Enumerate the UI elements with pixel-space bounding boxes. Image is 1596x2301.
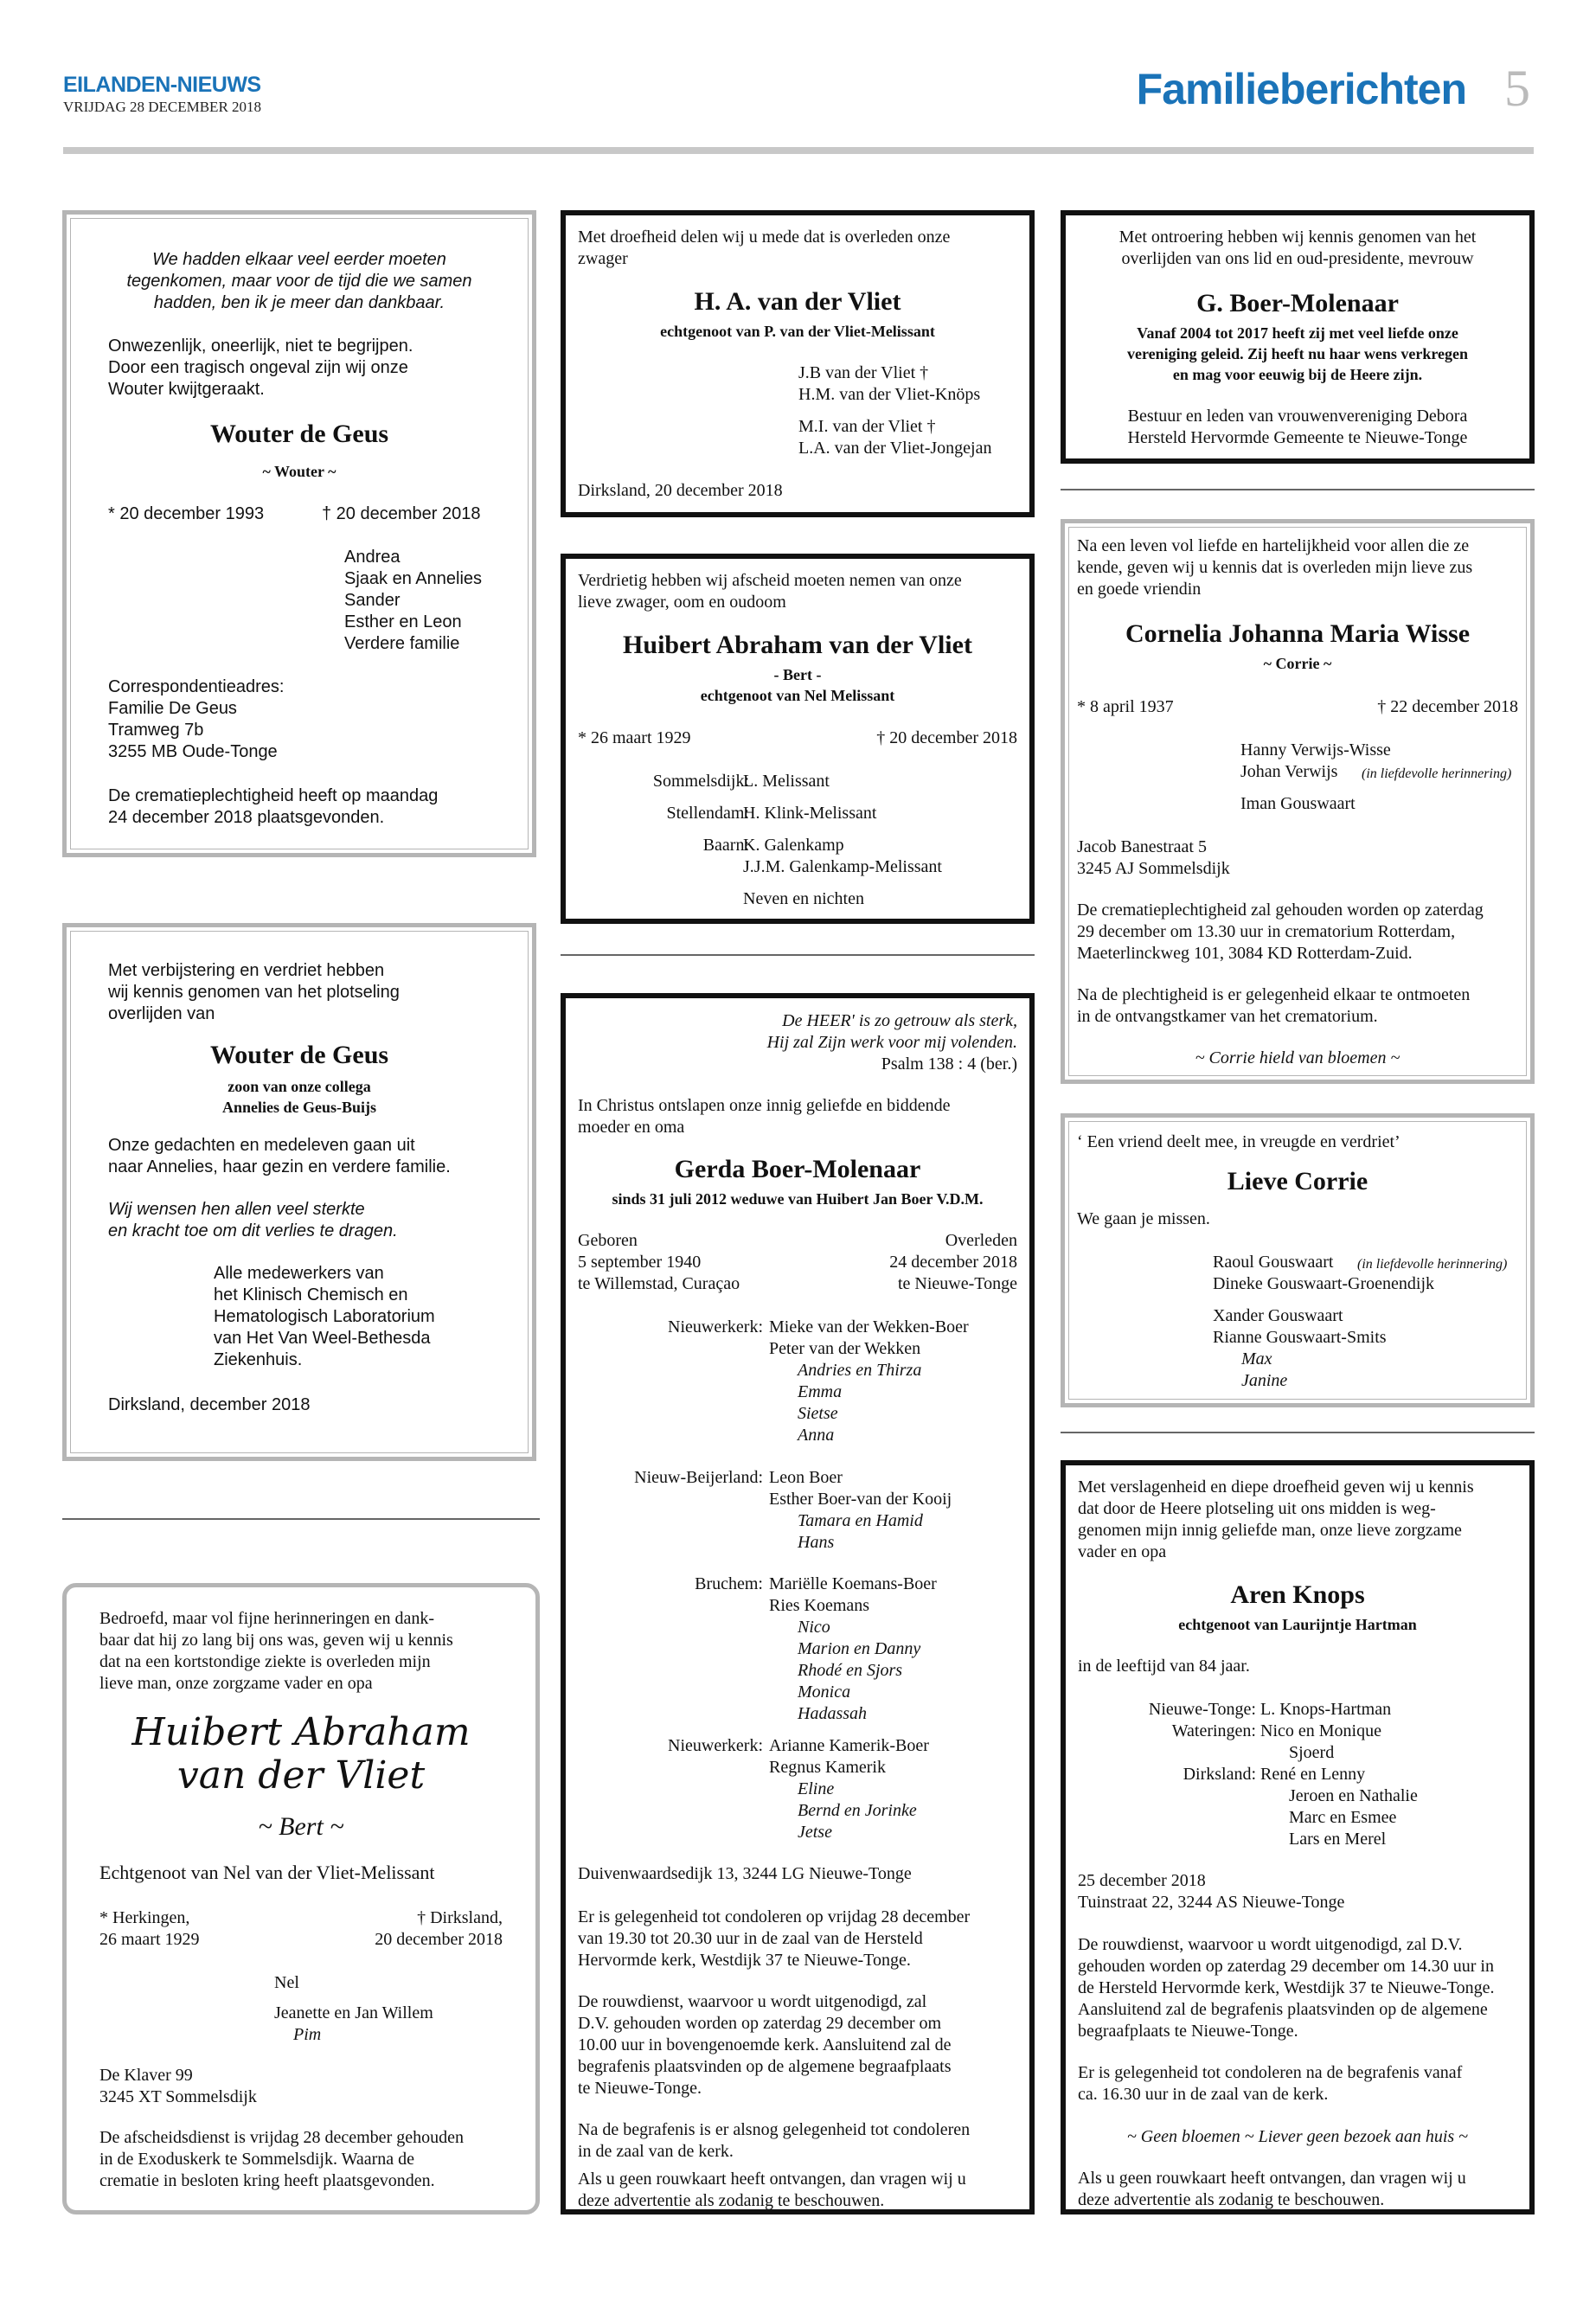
ad3-born-1: * Herkingen,: [99, 1908, 190, 1927]
ad7-text-2: vereniging geleid. Zij heeft nu haar wens verkregen: [1127, 345, 1468, 362]
ad10-service-1: De rouwdienst, waarvoor u wordt uitgenodigd, zal D.V.: [1078, 1935, 1463, 1954]
ad6-deceased-name: Gerda Boer-Molenaar: [674, 1155, 921, 1183]
ad6-service-5: te Nieuwe-Tonge.: [578, 2079, 702, 2098]
ad10-place-2: Wateringen:: [1171, 1721, 1256, 1740]
ad3-address-1: De Klaver 99: [99, 2066, 193, 2085]
ad8-service-2: 29 december om 13.30 uur in crematorium Rotterdam,: [1077, 922, 1456, 941]
ad-gerda-boer-molenaar: [561, 993, 1035, 2214]
ad10-condolence-1: Er is gelegenheid tot condoleren na de begrafenis vanaf: [1078, 2063, 1463, 2082]
ad10-intro-3: genomen mijn innig geliefde man, onze lieve zorgzame: [1078, 1521, 1462, 1540]
ad10-intro-4: vader en opa: [1078, 1542, 1167, 1561]
ad6-g3-kid-1: Nico: [798, 1618, 830, 1637]
ad7-intro-2: overlijden van ons lid en oud-presidente, mevrouw: [1121, 249, 1474, 268]
ad6-service-3: 10.00 uur in bovengenoemde kerk. Aansluitend zal de: [578, 2035, 952, 2054]
ad10-service-5: begraafplaats te Nieuwe-Tonge.: [1078, 2022, 1298, 2041]
ad6-g3-kid-2: Marion en Danny: [798, 1639, 921, 1658]
ad4-intro-1: Met droefheid delen wij u mede dat is overleden onze: [578, 228, 951, 247]
ad6-intro-1: In Christus ontslapen onze innig geliefde en biddende: [578, 1096, 951, 1115]
ad3-spouse: Echtgenoot van Nel van der Vliet-Melissant: [99, 1862, 435, 1883]
ad-aren-knops: [1061, 1460, 1535, 2214]
ad8-intro-2: kende, geven wij u kennis dat is overleden mijn lieve zus: [1077, 558, 1473, 577]
ad5-place-3: Baarn:: [702, 836, 749, 855]
ad8-meet-1: Na de plechtigheid is er gelegenheid elkaar te ontmoeten: [1077, 985, 1471, 1004]
ad1-intro-3: Wouter kwijtgeraakt.: [108, 380, 265, 399]
column-divider: [62, 1518, 540, 1520]
ad10-deceased-name: Aren Knops: [1230, 1580, 1365, 1609]
ad5-born: * 26 maart 1929: [578, 728, 691, 747]
ad10-address-1: 25 december 2018: [1078, 1871, 1206, 1890]
ad2-text-2: naar Annelies, haar gezin en verdere familie.: [108, 1157, 451, 1176]
ad8-deceased-name: Cornelia Johanna Maria Wisse: [1125, 619, 1471, 648]
ad10-service-3: de Hersteld Hervormde kerk, Westdijk 37 te Nieuwe-Tonge.: [1078, 1978, 1495, 1997]
ad4-spouse: echtgenoot van P. van der Vliet-Melissant: [660, 323, 935, 340]
section-title: Familieberichten: [1136, 65, 1466, 113]
ad1-nickname: ~ Wouter ~: [262, 463, 337, 480]
ad1-closing-2: 24 december 2018 plaatsgevonden.: [108, 808, 385, 827]
ad5-name-1: L. Melissant: [743, 772, 830, 791]
ad5-place-1: Sommelsdijk:: [652, 772, 749, 791]
ad1-intro-1: Onwezenlijk, oneerlijk, niet te begrijpen.: [108, 336, 413, 356]
ad6-g2-2: Esther Boer-van der Kooij: [769, 1490, 952, 1509]
ad6-verse-3: Psalm 138 : 4 (ber.): [881, 1054, 1017, 1074]
ad1-address-1: Correspondentieadres:: [108, 677, 285, 696]
ad10-place-1: Nieuwe-Tonge:: [1148, 1700, 1256, 1719]
ad5-name-4: J.J.M. Galenkamp-Melissant: [743, 857, 942, 876]
header-divider: [63, 147, 1534, 154]
ad10-name-5: Jeroen en Nathalie: [1289, 1786, 1418, 1805]
ad6-notice-1: Als u geen rouwkaart heeft ontvangen, dan vragen wij u: [578, 2170, 966, 2189]
ad2-sub-2: Annelies de Geus-Buijs: [221, 1099, 377, 1116]
ad-huibert-van-der-vliet-family: [62, 1583, 540, 2214]
ad2-deceased-name: Wouter de Geus: [209, 1041, 389, 1069]
ad8-meet-2: in de ontvangstkamer van het crematorium.: [1077, 1007, 1378, 1026]
ad10-closing: ~ Geen bloemen ~ Liever geen bezoek aan huis ~: [1126, 2127, 1468, 2146]
ad1-intro-2: Door een tragisch ongeval zijn wij onze: [108, 358, 408, 377]
ad1-family-1: Andrea: [344, 548, 401, 567]
ad10-name-3: Sjoerd: [1289, 1743, 1335, 1762]
ad6-g4-1: Arianne Kamerik-Boer: [769, 1736, 929, 1755]
issue-date: VRIJDAG 28 DECEMBER 2018: [63, 99, 262, 115]
ad4-deceased-name: H. A. van der Vliet: [694, 287, 901, 316]
ad9-memory: (in liefdevolle herinnering): [1357, 1257, 1508, 1272]
ad6-died-3: te Nieuwe-Tonge: [898, 1274, 1017, 1293]
ad8-intro-1: Na een leven vol liefde en hartelijkheid voor allen die ze: [1077, 536, 1470, 555]
ad1-family-5: Verdere familie: [344, 634, 460, 653]
ad9-title: Lieve Corrie: [1227, 1167, 1368, 1195]
ad8-died: † 22 december 2018: [1377, 697, 1518, 716]
ad2-sub-1: zoon van onze collega: [228, 1078, 371, 1095]
ad5-died: † 20 december 2018: [876, 728, 1017, 747]
ad8-intro-3: en goede vriendin: [1077, 580, 1202, 599]
ad2-sender-2: het Klinisch Chemisch en: [214, 1285, 408, 1304]
ad6-g2-kid-2: Hans: [798, 1533, 835, 1552]
ad8-born: * 8 april 1937: [1077, 697, 1174, 716]
ad7-text-3: en mag voor eeuwig bij de Heere zijn.: [1172, 366, 1423, 383]
ad6-g1-kid-3: Sietse: [798, 1404, 838, 1423]
ad-h-a-van-der-vliet: [561, 210, 1035, 517]
ad8-service-3: Maeterlinckweg 101, 3084 KD Rotterdam-Zuid.: [1077, 944, 1413, 963]
ad6-g3-kid-5: Hadassah: [798, 1704, 868, 1723]
ad6-verse-1: De HEER' is zo getrouw als sterk,: [782, 1011, 1017, 1030]
ad6-g2-1: Leon Boer: [769, 1468, 843, 1487]
ad5-name-2: H. Klink-Melissant: [743, 804, 877, 823]
ad1-deceased-name: Wouter de Geus: [209, 420, 389, 448]
ad6-g2-kid-1: Tamara en Hamid: [798, 1511, 923, 1530]
ad10-address-2: Tuinstraat 22, 3244 AS Nieuwe-Tonge: [1078, 1893, 1345, 1912]
ad2-intro-3: overlijden van: [108, 1004, 215, 1023]
ad6-after-2: in de zaal van de kerk.: [578, 2142, 734, 2161]
ad2-sender-1: Alle medewerkers van: [214, 1264, 384, 1283]
ad9-family-1: Raoul Gouswaart: [1213, 1253, 1334, 1272]
ad10-name-2: Nico en Monique: [1260, 1721, 1381, 1740]
ad6-widow-of: sinds 31 juli 2012 weduwe van Huibert Jan Boer V.D.M.: [612, 1190, 984, 1208]
ad10-intro-1: Met verslagenheid en diepe droefheid geven wij u kennis: [1078, 1477, 1474, 1497]
ad1-address-2: Familie De Geus: [108, 699, 237, 718]
ad6-g3-2: Ries Koemans: [769, 1596, 870, 1615]
ad2-intro-1: Met verbijstering en verdriet hebben: [108, 961, 385, 980]
ad-huibert-abraham-in-law: [561, 554, 1035, 924]
ad6-born-2: 5 september 1940: [578, 1253, 702, 1272]
ad3-name-2: van der Vliet: [176, 1753, 426, 1798]
ad6-intro-2: moeder en oma: [578, 1118, 685, 1137]
ad3-intro-2: baar dat hij zo lang bij ons was, geven wij u kennis: [99, 1631, 453, 1650]
ad1-family-3: Sander: [344, 591, 401, 610]
ad6-g1-kid-1: Andries en Thirza: [798, 1361, 922, 1380]
ad3-address-2: 3245 XT Sommelsdijk: [99, 2087, 257, 2106]
ad8-memory: (in liefdevolle herinnering): [1362, 766, 1512, 781]
ad6-born-3: te Willemstad, Curaçao: [578, 1274, 740, 1293]
ad10-name-1: L. Knops-Hartman: [1260, 1700, 1392, 1719]
ad3-intro-4: lieve man, onze zorgzame vader en opa: [99, 1674, 373, 1693]
ad1-closing-1: De crematieplechtigheid heeft op maandag: [108, 786, 439, 805]
ad6-g3-kid-3: Rhodé en Sjors: [798, 1661, 903, 1680]
ad-wouter-de-geus-family: [62, 210, 536, 857]
ad9-family-2: Dineke Gouswaart-Groenendijk: [1213, 1274, 1435, 1293]
ad10-intro-2: dat door de Heere plotseling uit ons midden is weg-: [1078, 1499, 1436, 1518]
ad2-sender-3: Hematologisch Laboratorium: [214, 1307, 435, 1326]
ad6-g3-kid-4: Monica: [798, 1682, 851, 1702]
ad3-closing-2: in de Exoduskerk te Sommelsdijk. Waarna de: [99, 2150, 415, 2169]
ad8-family-1: Hanny Verwijs-Wisse: [1240, 740, 1391, 760]
ad4-family-2: H.M. van der Vliet-Knöps: [798, 385, 981, 404]
ad5-spouse: echtgenoot van Nel Melissant: [700, 687, 895, 704]
ad2-sender-4: van Het Van Weel-Bethesda: [214, 1329, 431, 1348]
ad2-intro-2: wij kennis genomen van het plotseling: [108, 983, 400, 1002]
ad10-spouse: echtgenoot van Laurijntje Hartman: [1178, 1616, 1417, 1633]
ad1-address-4: 3255 MB Oude-Tonge: [108, 742, 278, 761]
ad6-g4-2: Regnus Kamerik: [769, 1758, 886, 1777]
ad5-deceased-name: Huibert Abraham van der Vliet: [623, 631, 972, 659]
ad6-g4-kid-2: Bernd en Jorinke: [798, 1801, 917, 1820]
ad8-nickname: ~ Corrie ~: [1263, 655, 1332, 672]
ad10-name-7: Lars en Merel: [1289, 1830, 1387, 1849]
ad6-condolence-2: van 19.30 tot 20.30 uur in de zaal van de Hersteld: [578, 1929, 923, 1948]
ad7-deceased-name: G. Boer-Molenaar: [1196, 289, 1399, 317]
column-divider: [1061, 1432, 1535, 1433]
ad10-name-4: René en Lenny: [1260, 1765, 1366, 1784]
ad3-died-1: † Dirksland,: [417, 1908, 503, 1927]
ad6-place-1: Nieuwerkerk:: [668, 1317, 763, 1336]
ad6-service-1: De rouwdienst, waarvoor u wordt uitgenodigd, zal: [578, 1992, 927, 2011]
ad4-intro-2: zwager: [578, 249, 628, 268]
ad3-intro-1: Bedroefd, maar vol fijne herinneringen en dank-: [99, 1609, 435, 1628]
ad6-service-2: D.V. gehouden worden op zaterdag 29 december om: [578, 2014, 942, 2033]
ad10-age: in de leeftijd van 84 jaar.: [1078, 1657, 1250, 1676]
ad10-condolence-2: ca. 16.30 uur in de zaal van de kerk.: [1078, 2085, 1329, 2104]
masthead-logo: EILANDEN-NIEUWS: [63, 73, 261, 97]
page-number: 5: [1504, 60, 1530, 117]
ad4-family-3: M.I. van der Vliet †: [798, 417, 936, 436]
ad8-family-2: Johan Verwijs: [1240, 762, 1338, 781]
ad7-text-1: Vanaf 2004 tot 2017 heeft zij met veel liefde onze: [1137, 324, 1458, 342]
ad10-service-4: Aansluitend zal de begrafenis plaatsvinden op de algemene: [1078, 2000, 1488, 2019]
ad9-family-4: Rianne Gouswaart-Smits: [1213, 1328, 1387, 1347]
ad9-quote: ‘ Een vriend deelt mee, in vreugde en verdriet’: [1077, 1132, 1401, 1151]
ad7-intro-1: Met ontroering hebben wij kennis genomen van het: [1118, 228, 1477, 247]
ad-vrouwenvereniging-debora: [1061, 210, 1535, 464]
ad9-family-3: Xander Gouswaart: [1213, 1306, 1343, 1325]
ad5-name-5: Neven en nichten: [743, 889, 864, 908]
ad4-family-4: L.A. van der Vliet-Jongejan: [798, 439, 992, 458]
ad5-nickname: - Bert -: [773, 666, 822, 683]
ad6-notice-2: deze advertentie als zodanig te beschouwen.: [578, 2191, 885, 2210]
ad5-name-3: K. Galenkamp: [743, 836, 844, 855]
ad4-place: Dirksland, 20 december 2018: [578, 481, 783, 500]
ad1-quote-1: We hadden elkaar veel eerder moeten: [152, 250, 446, 269]
ad2-text-1: Onze gedachten en medeleven gaan uit: [108, 1136, 415, 1155]
ad6-g4-kid-1: Eline: [798, 1779, 835, 1798]
ad8-family-3: Iman Gouswaart: [1240, 794, 1356, 813]
ad6-born-1: Geboren: [578, 1231, 638, 1250]
ad6-g4-kid-3: Jetse: [798, 1823, 832, 1842]
ad6-after-1: Na de begrafenis is er alsnog gelegenheid tot condoleren: [578, 2120, 971, 2139]
ad1-born: * 20 december 1993: [108, 504, 265, 523]
ad6-g3-1: Mariëlle Koemans-Boer: [769, 1574, 937, 1593]
ad6-place-3: Bruchem:: [695, 1574, 763, 1593]
ad6-place-2: Nieuw-Beijerland:: [634, 1468, 763, 1487]
ad6-service-4: begrafenis plaatsvinden op de algemene begraafplaats: [578, 2057, 952, 2076]
ad3-family-1: Nel: [274, 1973, 299, 1992]
ad7-sender-2: Hersteld Hervormde Gemeente te Nieuwe-Tonge: [1127, 428, 1468, 447]
ad3-intro-3: dat na een kortstondige ziekte is overleden mijn: [99, 1652, 431, 1671]
ad6-place-4: Nieuwerkerk:: [668, 1736, 763, 1755]
ad8-closing: ~ Corrie hield van bloemen ~: [1195, 1048, 1401, 1067]
ad3-born-2: 26 maart 1929: [99, 1930, 200, 1949]
column-divider: [1061, 489, 1535, 490]
ad10-notice-1: Als u geen rouwkaart heeft ontvangen, dan vragen wij u: [1078, 2169, 1466, 2188]
ad3-closing-3: crematie in besloten kring heeft plaatsgevonden.: [99, 2171, 435, 2190]
ad10-name-6: Marc en Esmee: [1289, 1808, 1397, 1827]
ad6-g1-kid-4: Anna: [798, 1426, 835, 1445]
ad8-address-2: 3245 AJ Sommelsdijk: [1077, 859, 1230, 878]
ad2-wish-1: Wij wensen hen allen veel sterkte: [108, 1200, 365, 1219]
ad1-family-2: Sjaak en Annelies: [344, 569, 483, 588]
ad2-place: Dirksland, december 2018: [108, 1395, 311, 1414]
ad9-kid-1: Max: [1241, 1349, 1272, 1368]
column-divider: [561, 954, 1035, 956]
ad5-place-2: Stellendam:: [666, 804, 749, 823]
ad1-quote-3: hadden, ben ik je meer dan dankbaar.: [153, 293, 445, 312]
ad3-name-1: Huibert Abraham: [131, 1710, 471, 1754]
ad3-closing-1: De afscheidsdienst is vrijdag 28 december gehouden: [99, 2128, 464, 2147]
ad4-family-1: J.B van der Vliet †: [798, 363, 929, 382]
ad9-kid-2: Janine: [1241, 1371, 1288, 1390]
ad5-intro-1: Verdrietig hebben wij afscheid moeten nemen van onze: [578, 571, 962, 590]
ad6-g1-kid-2: Emma: [798, 1382, 843, 1401]
ad-cornelia-wisse: [1061, 519, 1535, 1084]
ad3-died-2: 20 december 2018: [375, 1930, 503, 1949]
ad3-family-2: Jeanette en Jan Willem: [274, 2003, 433, 2022]
ad6-g1-1: Mieke van der Wekken-Boer: [769, 1317, 969, 1336]
ad6-condolence-3: Hervormde kerk, Westdijk 37 te Nieuwe-Tonge.: [578, 1951, 911, 1970]
ad6-verse-2: Hij zal Zijn werk voor mij volenden.: [766, 1033, 1017, 1052]
ad6-died-2: 24 december 2018: [889, 1253, 1017, 1272]
ad10-service-2: gehouden worden op zaterdag 29 december om 14.30 uur in: [1078, 1957, 1494, 1976]
ad6-g1-2: Peter van der Wekken: [769, 1339, 921, 1358]
ad8-service-1: De crematieplechtigheid zal gehouden worden op zaterdag: [1077, 901, 1484, 920]
ad-lieve-corrie: [1061, 1113, 1535, 1407]
ad10-notice-2: deze advertentie als zodanig te beschouwen.: [1078, 2190, 1385, 2209]
ad3-nickname: ~ Bert ~: [258, 1812, 344, 1841]
ad8-address-1: Jacob Banestraat 5: [1077, 837, 1207, 856]
ad1-family-4: Esther en Leon: [344, 612, 462, 631]
ad2-sender-5: Ziekenhuis.: [214, 1350, 303, 1369]
ad6-died-1: Overleden: [945, 1231, 1017, 1250]
ad1-died: † 20 december 2018: [322, 504, 481, 523]
ad7-sender-1: Bestuur en leden van vrouwenvereniging Debora: [1127, 407, 1468, 426]
ad1-quote-2: tegenkomen, maar voor de tijd die we samen: [126, 272, 472, 291]
ad5-intro-2: lieve zwager, oom en oudoom: [578, 593, 786, 612]
ad2-wish-2: en kracht toe om dit verlies te dragen.: [108, 1221, 398, 1240]
ad6-address: Duivenwaardsedijk 13, 3244 LG Nieuwe-Tonge: [578, 1864, 912, 1883]
ad6-condolence-1: Er is gelegenheid tot condoleren op vrijdag 28 december: [578, 1907, 971, 1926]
ad3-grandchild: Pim: [293, 2025, 322, 2044]
ad-wouter-de-geus-colleagues: [62, 923, 536, 1461]
ad1-address-3: Tramweg 7b: [108, 721, 204, 740]
ad10-place-3: Dirksland:: [1183, 1765, 1256, 1784]
ad9-text: We gaan je missen.: [1077, 1209, 1210, 1228]
